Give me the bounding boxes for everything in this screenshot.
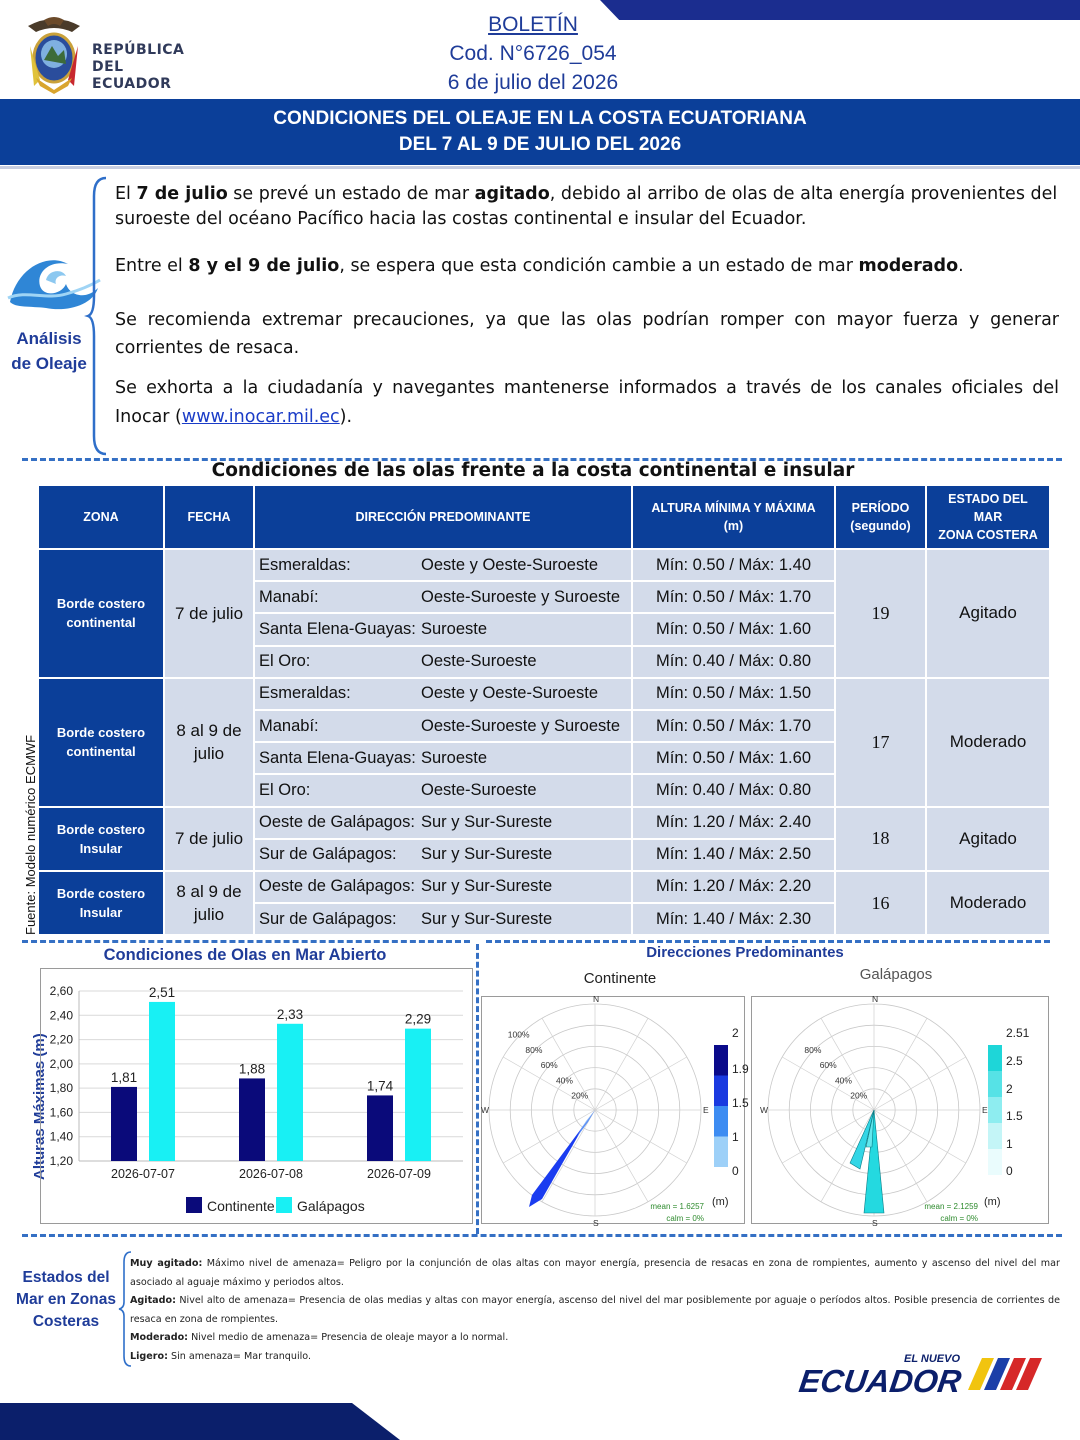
height-cell: Mín: 0.50 / Máx: 1.60 xyxy=(632,742,835,774)
rose-spoke xyxy=(874,1018,927,1110)
direction-value: Oeste y Oeste-Suroeste xyxy=(421,555,598,574)
analysis-paragraph-4 xyxy=(115,374,1059,432)
date-line2: julio xyxy=(193,905,225,925)
x-tick-label: 2026-07-07 xyxy=(111,1167,175,1181)
rose-ring-label: 100% xyxy=(507,1029,530,1040)
waves-table xyxy=(37,484,1051,936)
direction-cell xyxy=(254,839,632,871)
bar-continente xyxy=(367,1095,393,1161)
legend-term: Agitado: xyxy=(130,1295,176,1306)
directions-title: Direcciones Predominantes xyxy=(646,944,844,961)
legend-desc: Nivel alto de amenaza= Presencia de olas medias y altas con mayor energía, ascenso del nivel del mar posiblemente por aguaje o períodos altos. Posible presencia de corrientes de resaca en zona de rompientes. xyxy=(130,1295,1060,1325)
compass-w-label: W xyxy=(760,1105,769,1115)
height-cell: Mín: 0.50 / Máx: 1.60 xyxy=(632,613,835,645)
bar-value-label: 1,81 xyxy=(110,1069,138,1085)
compass-e-label: E xyxy=(703,1105,709,1115)
zone-line1: Borde costero xyxy=(56,821,146,837)
state-cell: Agitado xyxy=(926,807,1050,871)
header-state-line1: ESTADO DEL xyxy=(948,492,1028,506)
chart-divider-vertical xyxy=(476,944,479,1234)
direction-cell xyxy=(254,581,632,613)
compass-e-label: E xyxy=(982,1105,988,1115)
height-cell: Mín: 1.40 / Máx: 2.50 xyxy=(632,839,835,871)
y-tick-label: 2,60 xyxy=(49,984,73,998)
x-tick-label: 2026-07-08 xyxy=(239,1167,303,1181)
place-label: Manabí: xyxy=(259,716,319,735)
legend-swatch-continente xyxy=(186,1197,202,1213)
legend-label: Galápagos xyxy=(297,1198,365,1214)
legend-label: Continente xyxy=(207,1198,275,1214)
table-row xyxy=(38,678,1050,710)
rose-petal xyxy=(577,1110,595,1137)
el-nuevo-ecuador-logo xyxy=(796,1348,1050,1399)
rose-galapagos-title: Galápagos xyxy=(859,966,933,983)
direction-value: Suroeste xyxy=(421,619,488,638)
rose-spoke xyxy=(542,1110,595,1202)
zone-line1: Borde costero xyxy=(56,596,146,612)
place-label: Santa Elena-Guayas: xyxy=(259,619,416,638)
bar-chart-svg xyxy=(41,969,474,1225)
colorbar-tick-label: 2.51 xyxy=(1006,1026,1030,1040)
rose-ring-label: 80% xyxy=(525,1044,543,1055)
place-label: Manabí: xyxy=(259,587,319,606)
x-tick-label: 2026-07-09 xyxy=(367,1167,431,1181)
date-line1: 8 al 9 de xyxy=(176,721,242,741)
rose-continent-title: Continente xyxy=(583,970,657,987)
zone-line2: continental xyxy=(66,615,136,631)
logo-small-text: EL NUEVO xyxy=(904,1353,961,1365)
table-title: Condiciones de las olas frente a la costa continental e insular xyxy=(211,460,855,481)
colorbar-unit: (m) xyxy=(712,1196,729,1208)
bar-value-label: 1,74 xyxy=(366,1078,394,1094)
legend-desc: Sin amenaza= Mar tranquilo. xyxy=(167,1350,312,1362)
rose-spoke xyxy=(874,1057,966,1110)
date-cell xyxy=(164,871,254,935)
government-logo xyxy=(18,16,198,96)
rose-spoke xyxy=(874,1110,966,1163)
colorbar-tick-label: 0 xyxy=(1006,1164,1013,1178)
rose-galapagos xyxy=(751,994,1049,1228)
rose-petal xyxy=(581,1110,595,1129)
title-banner xyxy=(0,99,1080,165)
direction-cell xyxy=(254,613,632,645)
period-cell: 16 xyxy=(835,871,926,935)
analysis-p2-text1: Entre el xyxy=(115,256,189,276)
analysis-p2-bold1: 8 y el 9 de julio xyxy=(188,256,340,276)
header-period-line1: PERÍODO xyxy=(851,501,910,515)
colorbar-tick-label: 2 xyxy=(732,1026,739,1040)
rose-spoke xyxy=(595,1057,687,1110)
height-cell: Mín: 0.50 / Máx: 1.40 xyxy=(632,549,835,581)
legend-term: Ligero: xyxy=(130,1350,168,1362)
period-cell: 18 xyxy=(835,807,926,871)
compass-n-label: N xyxy=(872,994,879,1004)
place-label: Oeste de Galápagos: xyxy=(259,813,415,832)
analysis-p4-text1: Se exhorta a la ciudadanía y navegantes mantenerse informados a través de los canales oficiales del Inocar ( xyxy=(115,378,1059,427)
header-period xyxy=(835,485,926,549)
legend-label-line3: Costeras xyxy=(32,1313,100,1330)
legend-desc: Máximo nivel de amenaza= Peligro por la conjunción de olas altas con mayor energía, presencia de resacas en zona de rompientes, aumento y ascenso del nivel del mar asociado al aguaje máximo y periodos altos. xyxy=(130,1258,1060,1288)
height-cell: Mín: 1.20 / Máx: 2.40 xyxy=(632,807,835,839)
place-label: El Oro: xyxy=(259,780,311,799)
colorbar-tick-label: 1 xyxy=(732,1130,739,1144)
legend-item xyxy=(130,1255,1060,1292)
direction-value: Oeste-Suroeste y Suroeste xyxy=(421,587,621,606)
direction-cell xyxy=(254,549,632,581)
table-row xyxy=(38,871,1050,903)
analysis-paragraph-3: Se recomienda extremar precauciones, ya que las olas podrían romper con mayor fuerza y generar corrientes de resaca. xyxy=(115,310,1059,358)
direction-cell xyxy=(254,774,632,806)
y-tick-label: 2,00 xyxy=(49,1056,73,1071)
legend-label-line1: Estados del xyxy=(22,1269,110,1286)
chart-divider-right xyxy=(486,940,1050,943)
direction-cell xyxy=(254,710,632,742)
direction-value: Oeste y Oeste-Suroeste xyxy=(421,684,598,703)
direction-value: Suroeste xyxy=(421,748,488,767)
colorbar-tick-label: 1 xyxy=(1006,1137,1013,1151)
inocar-link[interactable]: www.inocar.mil.ec xyxy=(181,407,340,427)
place-label: Sur de Galápagos: xyxy=(259,845,397,864)
rose-spoke xyxy=(821,1110,874,1202)
analysis-paragraph-1 xyxy=(115,182,1059,232)
height-cell: Mín: 1.40 / Máx: 2.30 xyxy=(632,903,835,935)
height-cell: Mín: 0.50 / Máx: 1.70 xyxy=(632,581,835,613)
rose-spoke xyxy=(595,1110,648,1202)
place-label: El Oro: xyxy=(259,652,311,671)
rose-ring-label: 20% xyxy=(571,1090,589,1101)
zone-cell xyxy=(38,549,164,678)
colorbar-segment xyxy=(988,1097,1002,1123)
analysis-label-line2: de Oleaje xyxy=(11,354,87,373)
colorbar-segment xyxy=(714,1137,728,1168)
rose-ring-label: 40% xyxy=(834,1075,852,1086)
y-tick-label: 2,20 xyxy=(49,1032,73,1047)
y-tick-label: 1,20 xyxy=(49,1154,73,1168)
zone-cell xyxy=(38,678,164,807)
bar-continente xyxy=(239,1078,265,1161)
bar-value-label: 2,33 xyxy=(276,1006,304,1022)
analysis-p2-text2: , se espera que esta condición cambie a un estado de mar xyxy=(339,256,859,276)
rose-mean-label: mean = 2.1259 xyxy=(924,1202,978,1211)
header-state-line2: MAR xyxy=(973,510,1003,524)
zone-cell xyxy=(38,871,164,935)
colorbar-segment xyxy=(988,1071,1002,1097)
zone-line2: Insular xyxy=(79,840,123,856)
logo-big-text: ECUADOR xyxy=(796,1363,964,1399)
direction-value: Sur y Sur-Sureste xyxy=(421,877,553,896)
date-cell xyxy=(164,549,254,678)
chart-title: Condiciones de Olas en Mar Abierto xyxy=(103,946,387,964)
analysis-p1-bold2: agitado xyxy=(474,184,550,204)
analysis-p1-text1: El xyxy=(115,184,137,204)
coat-of-arms-icon xyxy=(22,16,86,96)
banner-underline xyxy=(0,166,1080,169)
header-height xyxy=(632,485,835,549)
direction-value: Sur y Sur-Sureste xyxy=(421,813,553,832)
bar-continente xyxy=(111,1087,137,1161)
period-cell: 17 xyxy=(835,678,926,807)
country-name xyxy=(92,42,198,93)
legend-term: Muy agitado: xyxy=(130,1258,203,1269)
rose-spoke xyxy=(503,1110,595,1163)
date-line2: julio xyxy=(193,744,225,764)
chart-divider-left xyxy=(22,940,470,943)
header-state-line3: ZONA COSTERA xyxy=(938,528,1038,542)
rose-ring-label: 60% xyxy=(540,1060,558,1071)
banner-title-line2: DEL 7 AL 9 DE JULIO DEL 2026 xyxy=(398,134,682,155)
analysis-p4-text2: ). xyxy=(339,407,353,427)
analysis-brace xyxy=(86,176,108,456)
bar-galápagos xyxy=(277,1024,303,1161)
state-cell: Agitado xyxy=(926,549,1050,678)
direction-value: Sur y Sur-Sureste xyxy=(421,845,553,864)
source-label: Fuente: Modelo numérico ECMWF xyxy=(23,734,38,935)
direction-value: Oeste-Suroeste xyxy=(421,780,537,799)
height-cell: Mín: 0.40 / Máx: 0.80 xyxy=(632,774,835,806)
chart-y-axis-label: Alturas Máximas (m) xyxy=(31,1033,48,1180)
colorbar-tick-label: 1.9 xyxy=(732,1062,749,1076)
zone-cell xyxy=(38,807,164,871)
legend-label-line2: Mar en Zonas xyxy=(16,1291,116,1308)
height-cell: Mín: 1.20 / Máx: 2.20 xyxy=(632,871,835,903)
rose-continent xyxy=(481,994,749,1228)
analysis-label-line1: Análisis xyxy=(16,329,82,348)
zone-line1: Borde costero xyxy=(56,886,146,902)
bulletin-label: BOLETÍN xyxy=(488,13,578,36)
bar-value-label: 1,88 xyxy=(238,1061,266,1077)
analysis-p1-bold1: 7 de julio xyxy=(136,184,228,204)
colorbar-segment xyxy=(988,1149,1002,1175)
date-cell xyxy=(164,678,254,807)
colorbar-tick-label: 0 xyxy=(732,1164,739,1178)
zone-line2: Insular xyxy=(79,905,123,921)
bar-galápagos xyxy=(405,1029,431,1161)
compass-n-label: N xyxy=(593,994,600,1004)
direction-value: Oeste-Suroeste xyxy=(421,652,537,671)
rose-galapagos-svg xyxy=(752,994,1050,1228)
header-height-line2: (m) xyxy=(723,519,744,533)
direction-cell xyxy=(254,678,632,710)
header-direction: DIRECCIÓN PREDOMINANTE xyxy=(254,485,632,549)
header-period-line2: (segundo) xyxy=(850,519,911,533)
zone-line2: continental xyxy=(66,744,136,760)
bar-galápagos xyxy=(149,1002,175,1161)
y-tick-label: 2,40 xyxy=(49,1008,73,1023)
zone-line1: Borde costero xyxy=(56,725,146,741)
legend-item xyxy=(130,1292,1060,1329)
date-line1: 7 de julio xyxy=(174,603,244,623)
place-label: Esmeraldas: xyxy=(259,684,351,703)
colorbar-segment xyxy=(988,1123,1002,1149)
y-tick-label: 1,40 xyxy=(49,1129,73,1144)
compass-s-label: S xyxy=(593,1218,599,1228)
header-zone: ZONA xyxy=(38,485,164,549)
bar-chart xyxy=(40,968,473,1224)
analysis-p2-text3: . xyxy=(958,256,964,276)
date-line1: 7 de julio xyxy=(174,829,244,849)
rose-ring-label: 60% xyxy=(819,1060,837,1071)
table-header-row xyxy=(38,485,1050,549)
rose-ring-label: 80% xyxy=(804,1044,822,1055)
y-tick-label: 1,60 xyxy=(49,1105,73,1120)
colorbar-tick-label: 1.5 xyxy=(1006,1109,1023,1123)
rose-spoke xyxy=(595,1018,648,1110)
colorbar-segment xyxy=(714,1106,728,1137)
date-line1: 8 al 9 de xyxy=(176,882,242,902)
y-tick-label: 1,80 xyxy=(49,1081,73,1096)
legend-item xyxy=(130,1329,1060,1348)
bar-value-label: 2,51 xyxy=(148,984,176,1000)
place-label: Esmeraldas: xyxy=(259,555,351,574)
legend-term: Moderado: xyxy=(130,1332,189,1343)
rose-ring-label: 40% xyxy=(555,1075,573,1086)
banner-title-line1: CONDICIONES DEL OLEAJE EN LA COSTA ECUATORIANA xyxy=(273,108,807,129)
analysis-label xyxy=(0,326,98,376)
legend-desc: Nivel medio de amenaza= Presencia de oleaje mayor a lo normal. xyxy=(188,1332,509,1343)
sea-state-legend-label xyxy=(0,1267,132,1333)
legend-swatch-galápagos xyxy=(276,1197,292,1213)
state-cell: Moderado xyxy=(926,678,1050,807)
colorbar-segment xyxy=(988,1045,1002,1071)
table-row xyxy=(38,807,1050,839)
bulletin-date: 6 de julio del 2026 xyxy=(447,71,619,94)
rose-calm-label: calm = 0% xyxy=(940,1214,978,1223)
height-cell: Mín: 0.40 / Máx: 0.80 xyxy=(632,646,835,678)
colorbar-unit: (m) xyxy=(984,1196,1001,1208)
state-cell: Moderado xyxy=(926,871,1050,935)
rose-ring-label: 20% xyxy=(850,1090,868,1101)
rose-calm-label: calm = 0% xyxy=(666,1214,704,1223)
colorbar-segment xyxy=(714,1076,728,1107)
colorbar-tick-label: 1.5 xyxy=(732,1096,749,1110)
direction-value: Sur y Sur-Sureste xyxy=(421,909,553,928)
direction-cell xyxy=(254,871,632,903)
place-label: Santa Elena-Guayas: xyxy=(259,748,416,767)
country-name-line2: DEL ECUADOR xyxy=(92,59,172,92)
table-row xyxy=(38,549,1050,581)
rose-mean-label: mean = 1.6257 xyxy=(650,1202,704,1211)
country-name-line1: REPÚBLICA xyxy=(92,42,185,58)
rose-spoke xyxy=(595,1110,687,1163)
analysis-p1-text2: se prevé un estado de mar xyxy=(227,184,475,204)
bar-value-label: 2,29 xyxy=(404,1011,432,1027)
rose-spoke xyxy=(874,1110,927,1202)
analysis-p2-bold2: moderado xyxy=(858,256,959,276)
height-cell: Mín: 0.50 / Máx: 1.50 xyxy=(632,678,835,710)
colorbar-tick-label: 2 xyxy=(1006,1082,1013,1096)
compass-w-label: W xyxy=(481,1105,490,1115)
height-cell: Mín: 0.50 / Máx: 1.70 xyxy=(632,710,835,742)
header-height-line1: ALTURA MÍNIMA Y MÁXIMA xyxy=(651,501,816,515)
period-cell: 19 xyxy=(835,549,926,678)
place-label: Sur de Galápagos: xyxy=(259,909,397,928)
rose-continent-svg xyxy=(481,994,749,1228)
direction-cell xyxy=(254,807,632,839)
date-cell xyxy=(164,807,254,871)
direction-cell xyxy=(254,742,632,774)
direction-cell xyxy=(254,903,632,935)
analysis-paragraph-2 xyxy=(115,254,1059,279)
bulletin-code: Cod. N°6726_054 xyxy=(449,42,617,65)
compass-s-label: S xyxy=(872,1218,878,1228)
header-state xyxy=(926,485,1050,549)
direction-cell xyxy=(254,646,632,678)
header-date: FECHA xyxy=(164,485,254,549)
bulletin-header xyxy=(380,10,686,97)
analysis-p1-text3: , debido al arribo de olas de alta energía provenientes del suroeste del océano Pacífico hacia las costas continental e insular del Ecuador. xyxy=(115,184,1058,229)
colorbar-segment xyxy=(714,1045,728,1076)
section-divider-bottom xyxy=(22,1234,1062,1237)
place-label: Oeste de Galápagos: xyxy=(259,877,415,896)
colorbar-tick-label: 2.5 xyxy=(1006,1054,1023,1068)
footer-stripe xyxy=(0,1403,400,1440)
direction-value: Oeste-Suroeste y Suroeste xyxy=(421,716,621,735)
